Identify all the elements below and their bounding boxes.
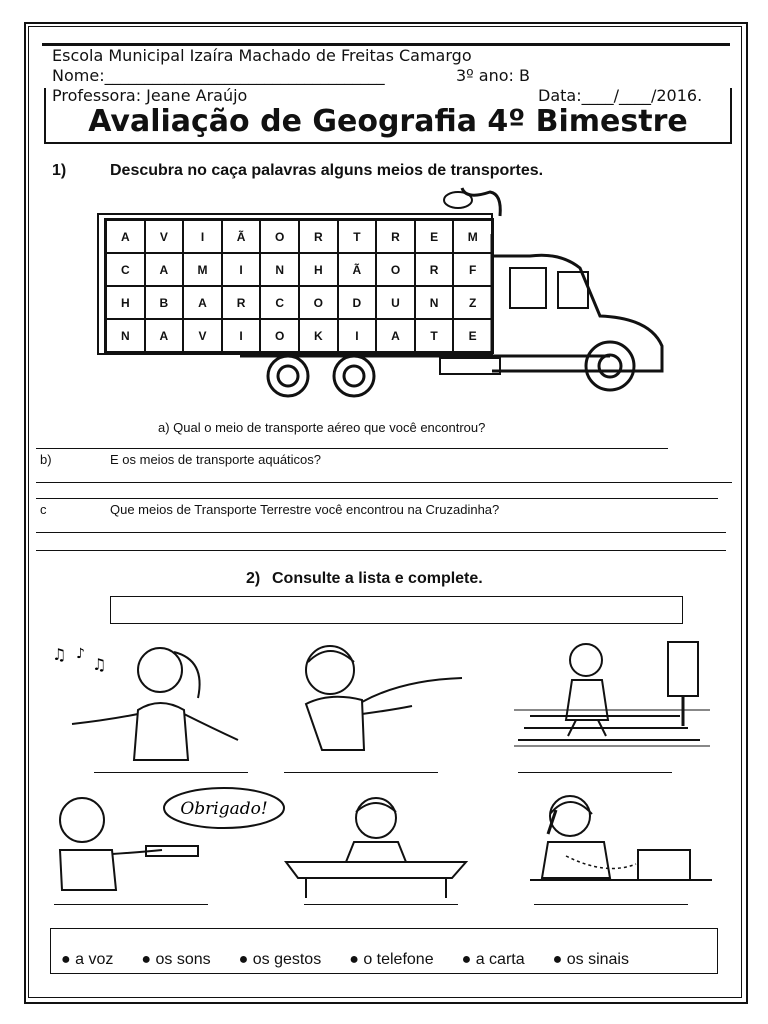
grid-cell: A <box>376 319 415 352</box>
grid-cell: Z <box>453 286 492 319</box>
grid-cell: B <box>145 286 184 319</box>
option-item: ● a carta <box>461 951 525 968</box>
svg-text:♫: ♫ <box>52 645 67 664</box>
svg-text:♪: ♪ <box>76 646 85 662</box>
option-item: ● os sinais <box>552 951 629 968</box>
grid-cell: D <box>338 286 377 319</box>
answer-line[interactable] <box>304 904 458 905</box>
crosswalk-girl-illustration <box>510 636 720 756</box>
answer-line[interactable] <box>36 482 732 483</box>
option-item: ● a voz <box>61 951 114 968</box>
grid-cell: N <box>260 253 299 286</box>
q2-number: 2) <box>246 570 261 587</box>
svg-text:♫: ♫ <box>92 655 107 674</box>
grid-cell: E <box>415 220 454 253</box>
grid-cell: A <box>183 286 222 319</box>
q1a-text: a) Qual o meio de transporte aéreo que você encontrou? <box>158 420 486 435</box>
grid-cell: V <box>183 319 222 352</box>
q1-prompt: Descubra no caça palavras alguns meios de transportes. <box>110 162 544 179</box>
grid-cell: I <box>222 319 261 352</box>
q2-prompt: Consulte a lista e complete. <box>272 570 483 587</box>
teacher-label: Professora: Jeane Araújo <box>52 86 248 105</box>
grid-cell: C <box>260 286 299 319</box>
school-name: Escola Municipal Izaíra Machado de Freitas Camargo <box>52 46 472 65</box>
grid-cell: H <box>299 253 338 286</box>
word-search-grid <box>104 218 494 354</box>
answer-line[interactable] <box>36 550 726 551</box>
grid-cell: V <box>145 220 184 253</box>
singing-girl-illustration <box>48 640 248 760</box>
grid-cell: M <box>453 220 492 253</box>
grid-cell: A <box>145 319 184 352</box>
grid-cell: F <box>453 253 492 286</box>
grid-cell: R <box>299 220 338 253</box>
q1c-text: Que meios de Transporte Terrestre você encontrou na Cruzadinha? <box>110 502 500 517</box>
option-item: ● os sons <box>141 951 211 968</box>
grid-cell: I <box>338 319 377 352</box>
answer-line[interactable] <box>518 772 672 773</box>
grid-cell: O <box>260 319 299 352</box>
writing-girl-illustration <box>276 790 476 900</box>
grid-cell: Ã <box>222 220 261 253</box>
answer-line[interactable] <box>54 904 208 905</box>
gesturing-boy-illustration <box>282 640 472 760</box>
date-field[interactable]: Data:____/____/2016. <box>538 86 703 105</box>
q1b-label: b) <box>40 452 52 467</box>
grid-cell: H <box>106 286 145 319</box>
grid-cell: T <box>338 220 377 253</box>
grid-cell: N <box>106 319 145 352</box>
name-field[interactable]: Nome:___________________________________ <box>52 66 385 85</box>
grid-cell: T <box>415 319 454 352</box>
answer-line[interactable] <box>36 448 668 449</box>
phone-girl-illustration <box>526 786 716 896</box>
answer-line[interactable] <box>284 772 438 773</box>
grid-cell: O <box>376 253 415 286</box>
grid-cell: C <box>106 253 145 286</box>
grid-cell: M <box>183 253 222 286</box>
grid-cell: R <box>222 286 261 319</box>
grid-cell: Ã <box>338 253 377 286</box>
options-list <box>61 951 629 969</box>
grid-cell: K <box>299 319 338 352</box>
answer-box[interactable] <box>110 596 683 624</box>
title-box <box>44 88 732 144</box>
answer-line[interactable] <box>534 904 688 905</box>
speech-bubble-text: Obrigado! <box>180 799 268 819</box>
grid-cell: R <box>376 220 415 253</box>
answer-line[interactable] <box>36 498 718 499</box>
grid-cell: N <box>415 286 454 319</box>
grid-cell: I <box>222 253 261 286</box>
grid-cell: O <box>299 286 338 319</box>
grid-cell: U <box>376 286 415 319</box>
grid-cell: E <box>453 319 492 352</box>
grid-cell: I <box>183 220 222 253</box>
grid-cell: A <box>106 220 145 253</box>
q1c-label: c <box>40 502 47 517</box>
grid-cell: O <box>260 220 299 253</box>
q1b-text: E os meios de transporte aquáticos? <box>110 452 322 467</box>
option-item: ● o telefone <box>349 951 434 968</box>
grid-cell: R <box>415 253 454 286</box>
grid-cell: A <box>145 253 184 286</box>
page-title: Avaliação de Geografia 4º Bimestre <box>88 104 688 139</box>
answer-line[interactable] <box>94 772 248 773</box>
answer-line[interactable] <box>36 532 726 533</box>
grade-label: 3º ano: B <box>456 66 530 85</box>
thanking-boy-illustration <box>42 790 282 890</box>
options-box <box>50 928 718 974</box>
option-item: ● os gestos <box>238 951 322 968</box>
q1-number: 1) <box>52 162 67 179</box>
